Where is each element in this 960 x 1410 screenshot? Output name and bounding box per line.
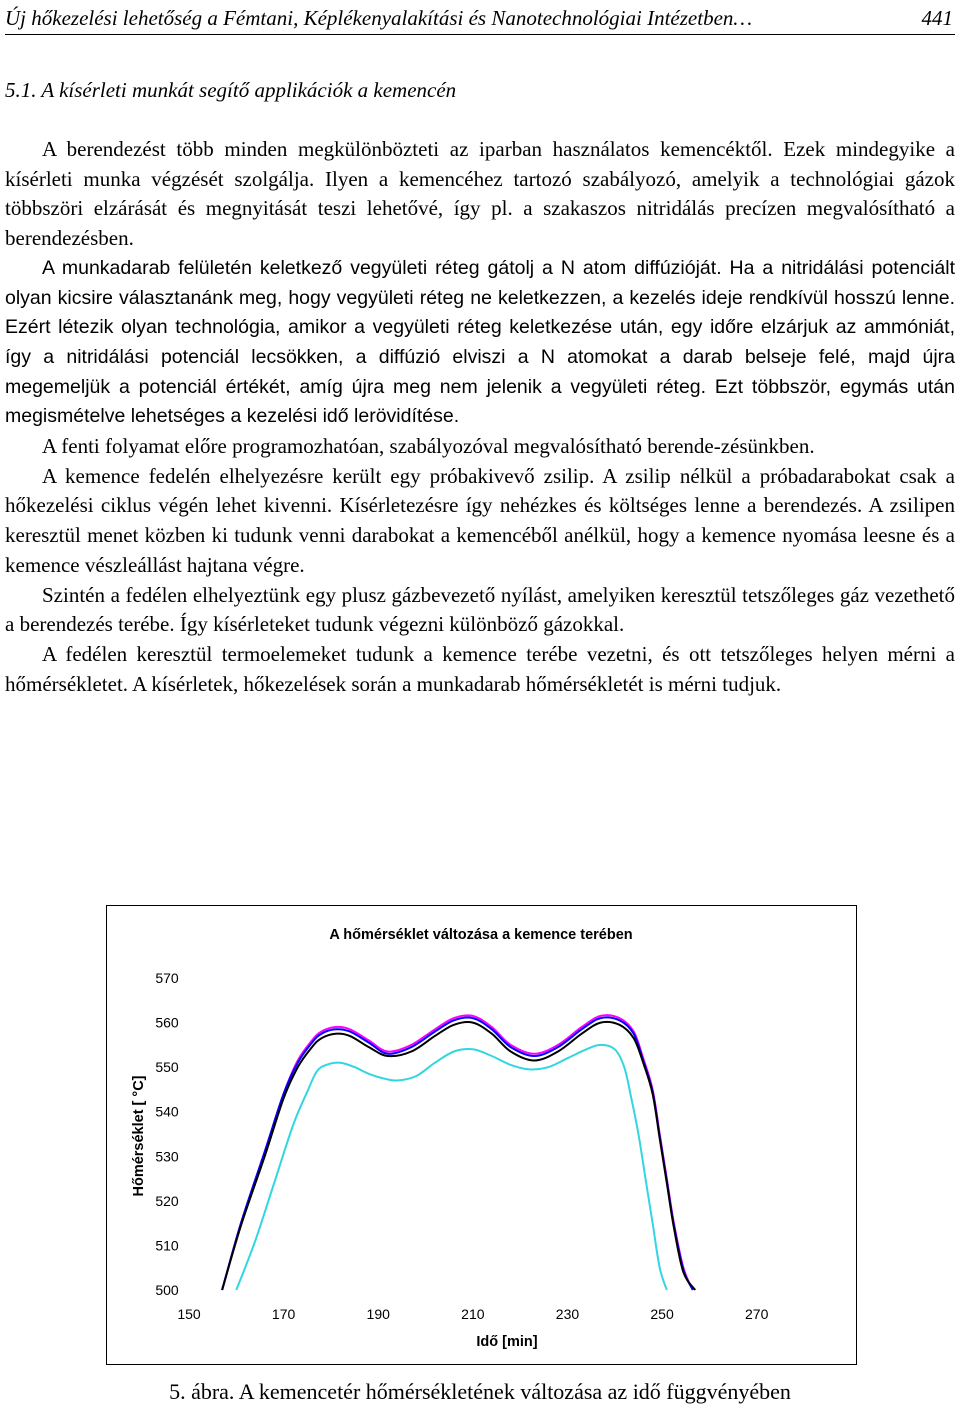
figure-caption: 5. ábra. A kemencetér hőmérsékletének változása az idő függvényében <box>169 1379 791 1404</box>
y-tick-label: 540 <box>155 1103 179 1120</box>
x-tick-labels <box>177 1306 768 1322</box>
series-line-4 <box>236 1045 667 1290</box>
paragraph-sample-lock: A kemence fedelén elhelyezésre került egy próbakivevő zsilip. A zsilip nélkül a próbadarabokat csak a hőkezelési ciklus végén lehet kivenni. Kísérletezésre így nehézkes és költséges lenne a berendezés. A zsilipen keresztül menet közben ki tudunk venni darabokat a kemencéből anélkül, hogy a kemence nyomása leesne és a kemence vészleállást hajtana végre. <box>5 463 955 577</box>
x-tick-label: 250 <box>650 1306 674 1322</box>
temperature-chart <box>107 906 858 1366</box>
y-tick-label: 550 <box>155 1059 179 1076</box>
body-text <box>5 135 955 699</box>
page-number: 441 <box>921 6 953 30</box>
x-axis-label: Idő [min] <box>476 1334 538 1350</box>
x-tick-label: 210 <box>461 1306 485 1322</box>
y-tick-label: 530 <box>155 1148 179 1165</box>
x-tick-label: 230 <box>555 1306 580 1322</box>
paragraph-gas-inlet: Szintén a fedélen elhelyeztünk egy plusz gázbevezető nyílást, amelyiken keresztül tetszőleges gáz vezethető a berendezés terébe. Így kísérleteket tudunk végezni különböző gázokkal. <box>5 582 955 637</box>
series-line-2 <box>222 1017 693 1290</box>
paragraph-programmable: A fenti folyamat előre programozhatóan, szabályozóval megvalósítható berende-zésünkben. <box>42 434 815 459</box>
section-title: 5.1. A kísérleti munkát segítő applikációk a kemencén <box>5 78 457 102</box>
x-tick-label: 150 <box>177 1306 201 1322</box>
y-tick-label: 500 <box>155 1282 179 1298</box>
chart-frame <box>106 905 857 1365</box>
y-axis-label: Hőmérséklet [ °C] <box>131 1075 147 1197</box>
y-tick-label: 560 <box>155 1014 179 1031</box>
y-tick-label: 520 <box>155 1192 179 1209</box>
series-line-1 <box>222 1015 693 1290</box>
x-tick-label: 170 <box>271 1306 296 1322</box>
y-tick-label: 510 <box>155 1237 179 1254</box>
y-tick-labels <box>155 970 179 1298</box>
series-line-3 <box>222 1022 695 1290</box>
x-tick-label: 270 <box>745 1306 769 1322</box>
plot-area <box>222 1015 695 1290</box>
paragraph-furnace-features: A berendezést több minden megkülönbözteti az iparban használatos kemencéktől. Ezek mindegyike a kísérleti munka végzését szolgálja. Ilyen a kemencéhez tartozó szabályozó, amelyik a technológiai gázok többszöri elzárását és megnyitását teszi lehetővé, így pl. a szakaszos nitridálás precízen megvalósítható a berendezésben. <box>5 137 955 251</box>
header-title: Új hőkezelési lehetőség a Fémtani, Képlékenyalakítási és Nanotechnológiai Intézetben… <box>5 6 753 30</box>
chart-title: A hőmérséklet változása a kemence terében <box>329 927 633 943</box>
page-header <box>5 2 955 35</box>
x-tick-label: 190 <box>366 1306 390 1322</box>
paragraph-thermocouples: A fedélen keresztül termoelemeket tudunk a kemence terébe vezetni, és ott tetszőleges helyen mérni a hőmérsékletet. A kísérletek, hőkezelések során a munkadarab hőmérsékletét is mérni tudjuk. <box>5 641 955 696</box>
paragraph-nitriding: A munkadarab felületén keletkező vegyületi réteg gátolj a N atom diffúzióját. Ha a nitridálási potenciált olyan kicsire választanánk meg, hogy vegyületi réteg ne keletkezzen, a kezelés ideje rendkívül hosszú lenne. Ezért létezik olyan technológia, amikor a vegyületi réteg keletkezése után, egy időre elzárjuk az ammóniát, így a nitridálási potenciál lecsökken, a diffúzió elviszi a N atomokat a darab belseje felé, majd újra megemeljük a potenciál értékét, amíg újra meg nem jelenik a vegyületi réteg. Ezt többször, egymás után megismételve lehetséges a kezelési idő lerövidítése. <box>5 256 955 428</box>
y-tick-label: 570 <box>155 970 179 986</box>
